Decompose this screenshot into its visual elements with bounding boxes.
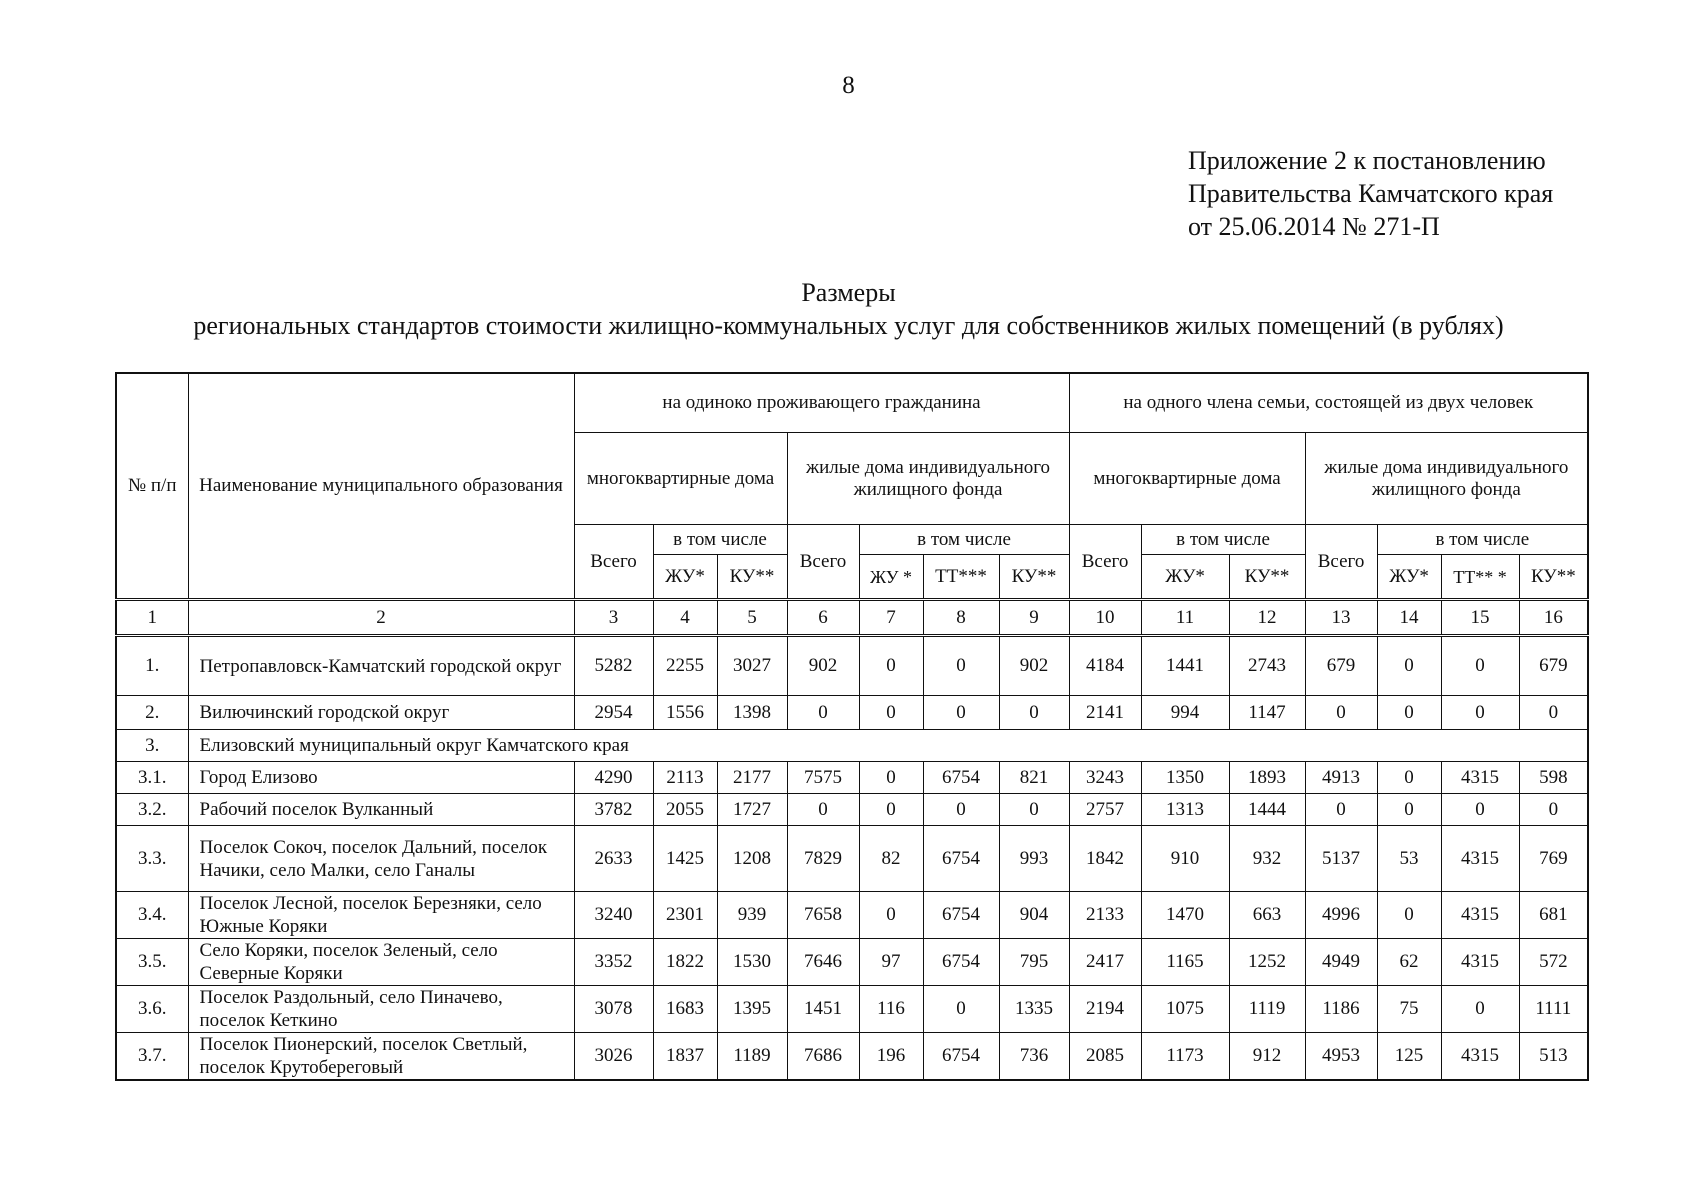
header-including: в том числе	[1141, 525, 1305, 555]
value-cell: 0	[787, 696, 859, 730]
header-including: в том числе	[653, 525, 787, 555]
value-cell: 679	[1305, 636, 1377, 696]
value-cell: 1335	[999, 986, 1069, 1033]
column-number: 5	[717, 600, 787, 636]
value-cell: 7829	[787, 826, 859, 892]
value-cell: 1111	[1519, 986, 1588, 1033]
value-cell: 4913	[1305, 762, 1377, 794]
column-number: 13	[1305, 600, 1377, 636]
value-cell: 910	[1141, 826, 1229, 892]
value-cell: 3027	[717, 636, 787, 696]
value-cell: 196	[859, 1033, 923, 1081]
value-cell: 1893	[1229, 762, 1305, 794]
value-cell: 1208	[717, 826, 787, 892]
value-cell: 5282	[574, 636, 653, 696]
value-cell: 82	[859, 826, 923, 892]
table-row	[116, 1033, 1588, 1081]
value-cell: 1425	[653, 826, 717, 892]
value-cell: 75	[1377, 986, 1441, 1033]
value-cell: 0	[859, 696, 923, 730]
value-cell: 1186	[1305, 986, 1377, 1033]
value-cell: 0	[859, 762, 923, 794]
value-cell: 2255	[653, 636, 717, 696]
column-number: 3	[574, 600, 653, 636]
value-cell: 1398	[717, 696, 787, 730]
value-cell: 1822	[653, 939, 717, 986]
header-apartments-family: многоквартирные дома	[1069, 433, 1305, 525]
header-including: в том числе	[1377, 525, 1588, 555]
value-cell: 7575	[787, 762, 859, 794]
row-number: 3.7.	[116, 1033, 188, 1081]
value-cell: 932	[1229, 826, 1305, 892]
value-cell: 6754	[923, 892, 999, 939]
value-cell: 939	[717, 892, 787, 939]
value-cell: 1842	[1069, 826, 1141, 892]
header-total: Всего	[787, 525, 859, 600]
value-cell: 0	[1305, 794, 1377, 826]
value-cell: 1173	[1141, 1033, 1229, 1081]
municipality-name: Вилючинский городской округ	[188, 696, 574, 730]
table-row	[116, 826, 1588, 892]
value-cell: 2133	[1069, 892, 1141, 939]
value-cell: 0	[1377, 636, 1441, 696]
row-number: 3.5.	[116, 939, 188, 986]
page-number: 8	[842, 72, 855, 99]
standards-table	[115, 372, 1589, 1081]
value-cell: 3243	[1069, 762, 1141, 794]
value-cell: 681	[1519, 892, 1588, 939]
value-cell: 1556	[653, 696, 717, 730]
value-cell: 3782	[574, 794, 653, 826]
value-cell: 0	[1519, 696, 1588, 730]
header-ku: КУ**	[999, 555, 1069, 600]
value-cell: 0	[859, 892, 923, 939]
value-cell: 0	[923, 636, 999, 696]
value-cell: 1252	[1229, 939, 1305, 986]
value-cell: 795	[999, 939, 1069, 986]
header-total: Всего	[1069, 525, 1141, 600]
value-cell: 1189	[717, 1033, 787, 1081]
value-cell: 6754	[923, 1033, 999, 1081]
value-cell: 736	[999, 1033, 1069, 1081]
value-cell: 821	[999, 762, 1069, 794]
table-section-row	[116, 730, 1588, 762]
value-cell: 769	[1519, 826, 1588, 892]
header-ku: КУ**	[717, 555, 787, 600]
table-row	[116, 762, 1588, 794]
value-cell: 7686	[787, 1033, 859, 1081]
value-cell: 902	[999, 636, 1069, 696]
value-cell: 0	[1305, 696, 1377, 730]
value-cell: 2055	[653, 794, 717, 826]
value-cell: 6754	[923, 939, 999, 986]
value-cell: 3078	[574, 986, 653, 1033]
column-number: 7	[859, 600, 923, 636]
header-individual: жилые дома индивидуального жилищного фонда	[787, 433, 1069, 525]
column-number: 4	[653, 600, 717, 636]
value-cell: 4315	[1441, 826, 1519, 892]
value-cell: 6754	[923, 826, 999, 892]
header-individual-family: жилые дома индивидуального жилищного фонда	[1305, 433, 1588, 525]
value-cell: 0	[787, 794, 859, 826]
value-cell: 1530	[717, 939, 787, 986]
value-cell: 4315	[1441, 892, 1519, 939]
municipality-name: Елизовский муниципальный округ Камчатского края	[188, 730, 1588, 762]
municipality-name: Рабочий поселок Вулканный	[188, 794, 574, 826]
value-cell: 2113	[653, 762, 717, 794]
row-number: 3.4.	[116, 892, 188, 939]
value-cell: 1727	[717, 794, 787, 826]
header-ku: КУ**	[1229, 555, 1305, 600]
value-cell: 1444	[1229, 794, 1305, 826]
value-cell: 4290	[574, 762, 653, 794]
value-cell: 0	[999, 794, 1069, 826]
value-cell: 2085	[1069, 1033, 1141, 1081]
header-tt: ТТ***	[923, 555, 999, 600]
value-cell: 1075	[1141, 986, 1229, 1033]
value-cell: 1441	[1141, 636, 1229, 696]
row-number: 3.1.	[116, 762, 188, 794]
header-zhu: ЖУ*	[653, 555, 717, 600]
header-apartments: многоквартирные дома	[574, 433, 787, 525]
value-cell: 1451	[787, 986, 859, 1033]
value-cell: 3352	[574, 939, 653, 986]
value-cell: 0	[1377, 794, 1441, 826]
header-family: на одного члена семьи, состоящей из двух человек	[1069, 373, 1588, 433]
value-cell: 0	[1441, 636, 1519, 696]
value-cell: 663	[1229, 892, 1305, 939]
appendix-block	[1188, 144, 1553, 243]
value-cell: 2417	[1069, 939, 1141, 986]
value-cell: 2757	[1069, 794, 1141, 826]
header-zhu: ЖУ*	[1377, 555, 1441, 600]
value-cell: 53	[1377, 826, 1441, 892]
column-number-row	[116, 600, 1588, 636]
value-cell: 7658	[787, 892, 859, 939]
value-cell: 1683	[653, 986, 717, 1033]
value-cell: 62	[1377, 939, 1441, 986]
header-num: № п/п	[116, 373, 188, 600]
municipality-name: Поселок Пионерский, поселок Светлый, поселок Крутобереговый	[188, 1033, 574, 1081]
value-cell: 0	[859, 794, 923, 826]
appendix-line-3: от 25.06.2014 № 271-П	[1188, 212, 1440, 241]
value-cell: 572	[1519, 939, 1588, 986]
municipality-name: Поселок Раздольный, село Пиначево, поселок Кеткино	[188, 986, 574, 1033]
value-cell: 2743	[1229, 636, 1305, 696]
value-cell: 1165	[1141, 939, 1229, 986]
column-number: 10	[1069, 600, 1141, 636]
header-total: Всего	[1305, 525, 1377, 600]
value-cell: 0	[923, 696, 999, 730]
value-cell: 1313	[1141, 794, 1229, 826]
value-cell: 0	[1377, 762, 1441, 794]
header-ku: КУ**	[1519, 555, 1588, 600]
column-number: 12	[1229, 600, 1305, 636]
row-number: 3.2.	[116, 794, 188, 826]
appendix-line-1: Приложение 2 к постановлению	[1188, 146, 1546, 175]
value-cell: 513	[1519, 1033, 1588, 1081]
value-cell: 993	[999, 826, 1069, 892]
value-cell: 904	[999, 892, 1069, 939]
value-cell: 679	[1519, 636, 1588, 696]
value-cell: 4315	[1441, 939, 1519, 986]
value-cell: 0	[1377, 892, 1441, 939]
value-cell: 97	[859, 939, 923, 986]
value-cell: 6754	[923, 762, 999, 794]
value-cell: 994	[1141, 696, 1229, 730]
value-cell: 0	[1519, 794, 1588, 826]
value-cell: 0	[859, 636, 923, 696]
value-cell: 1147	[1229, 696, 1305, 730]
header-total: Всего	[574, 525, 653, 600]
value-cell: 4949	[1305, 939, 1377, 986]
column-number: 16	[1519, 600, 1588, 636]
value-cell: 598	[1519, 762, 1588, 794]
title-line-2: региональных стандартов стоимости жилищно-коммунальных услуг для собственников жилых помещений (в рублях)	[193, 311, 1504, 340]
value-cell: 0	[923, 986, 999, 1033]
value-cell: 7646	[787, 939, 859, 986]
title-line-1: Размеры	[801, 278, 896, 307]
table-row	[116, 986, 1588, 1033]
value-cell: 4315	[1441, 762, 1519, 794]
header-zhu: ЖУ*	[1141, 555, 1229, 600]
row-number: 2.	[116, 696, 188, 730]
municipality-name: Поселок Сокоч, поселок Дальний, поселок Начики, село Малки, село Ганалы	[188, 826, 574, 892]
appendix-line-2: Правительства Камчатского края	[1188, 179, 1554, 208]
header-including: в том числе	[859, 525, 1069, 555]
column-number: 2	[188, 600, 574, 636]
value-cell: 5137	[1305, 826, 1377, 892]
municipality-name: Село Коряки, поселок Зеленый, село Северные Коряки	[188, 939, 574, 986]
column-number: 6	[787, 600, 859, 636]
table-row	[116, 794, 1588, 826]
row-number: 1.	[116, 636, 188, 696]
value-cell: 0	[1377, 696, 1441, 730]
value-cell: 1119	[1229, 986, 1305, 1033]
value-cell: 0	[999, 696, 1069, 730]
document-title	[0, 276, 1697, 342]
column-number: 9	[999, 600, 1069, 636]
column-number: 1	[116, 600, 188, 636]
header-tt-wrap: ТТ** *	[1441, 555, 1519, 600]
value-cell: 116	[859, 986, 923, 1033]
value-cell: 4953	[1305, 1033, 1377, 1081]
column-number: 8	[923, 600, 999, 636]
value-cell: 1395	[717, 986, 787, 1033]
row-number: 3.3.	[116, 826, 188, 892]
row-number: 3.	[116, 730, 188, 762]
row-number: 3.6.	[116, 986, 188, 1033]
value-cell: 4315	[1441, 1033, 1519, 1081]
table-row	[116, 939, 1588, 986]
table-row	[116, 696, 1588, 730]
value-cell: 2301	[653, 892, 717, 939]
column-number: 11	[1141, 600, 1229, 636]
value-cell: 902	[787, 636, 859, 696]
value-cell: 3026	[574, 1033, 653, 1081]
value-cell: 1350	[1141, 762, 1229, 794]
value-cell: 0	[1441, 986, 1519, 1033]
table-row	[116, 636, 1588, 696]
municipality-name: Петропавловск-Камчатский городской округ	[188, 636, 574, 696]
municipality-name: Поселок Лесной, поселок Березняки, село Южные Коряки	[188, 892, 574, 939]
value-cell: 3240	[574, 892, 653, 939]
municipality-name: Город Елизово	[188, 762, 574, 794]
header-name: Наименование муниципального образования	[188, 373, 574, 600]
value-cell: 0	[1441, 696, 1519, 730]
value-cell: 2194	[1069, 986, 1141, 1033]
value-cell: 912	[1229, 1033, 1305, 1081]
value-cell: 2633	[574, 826, 653, 892]
value-cell: 4996	[1305, 892, 1377, 939]
value-cell: 2177	[717, 762, 787, 794]
value-cell: 0	[923, 794, 999, 826]
column-number: 15	[1441, 600, 1519, 636]
header-zhu-wrap: ЖУ *	[859, 555, 923, 600]
value-cell: 1470	[1141, 892, 1229, 939]
value-cell: 4184	[1069, 636, 1141, 696]
value-cell: 1837	[653, 1033, 717, 1081]
table-row	[116, 892, 1588, 939]
value-cell: 125	[1377, 1033, 1441, 1081]
header-single: на одиноко проживающего гражданина	[574, 373, 1069, 433]
column-number: 14	[1377, 600, 1441, 636]
value-cell: 2954	[574, 696, 653, 730]
value-cell: 0	[1441, 794, 1519, 826]
value-cell: 2141	[1069, 696, 1141, 730]
